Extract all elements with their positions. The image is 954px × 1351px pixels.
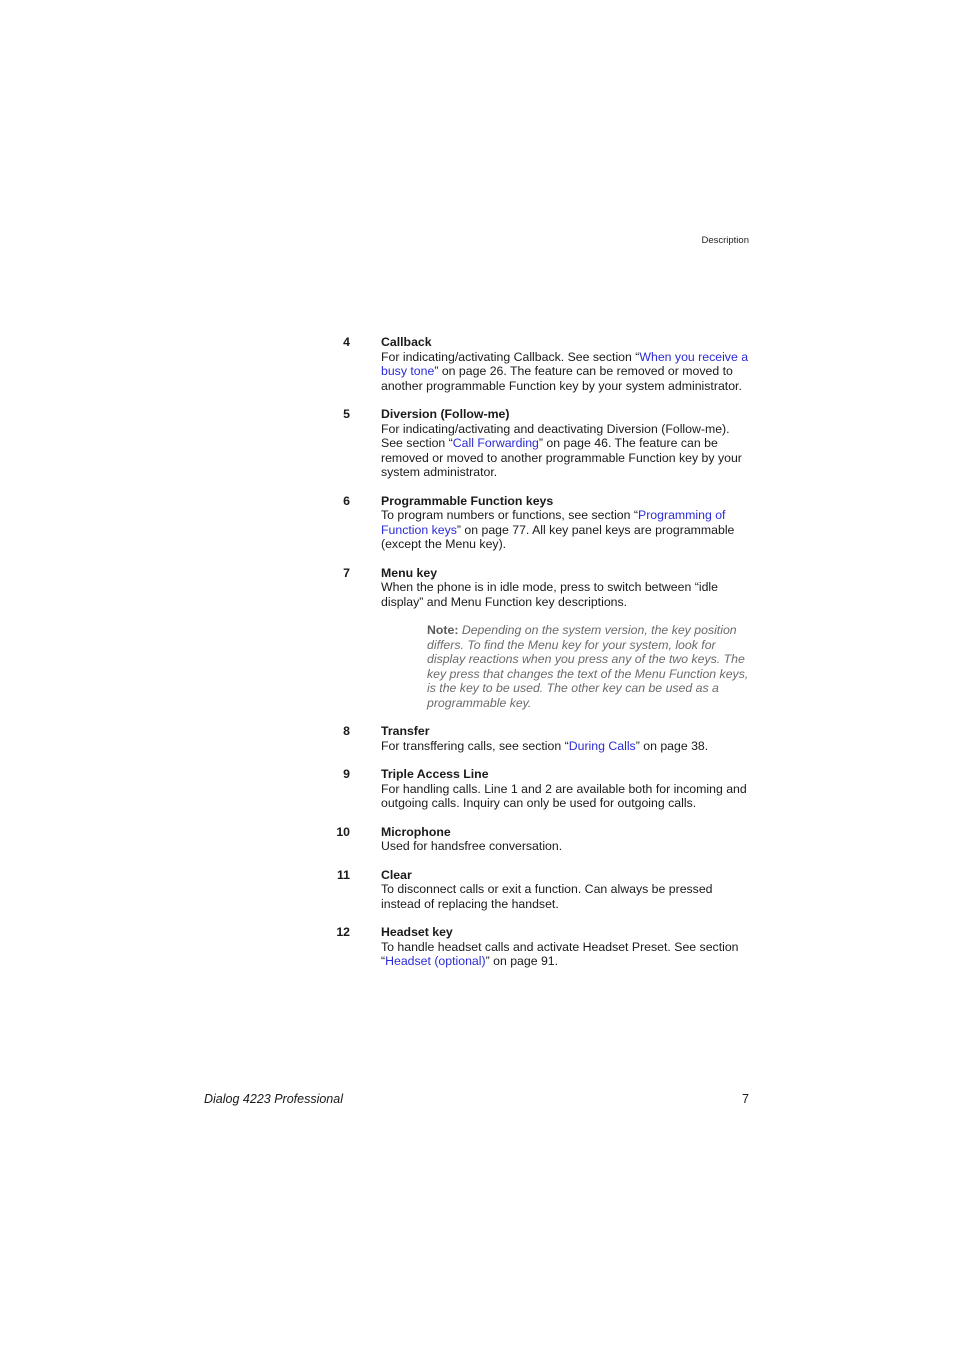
item-description: When the phone is in idle mode, press to switch between “idle display” and Menu Function key descriptions.: [381, 580, 718, 609]
list-item-diversion: [0, 407, 954, 480]
item-description: Used for handsfree conversation.: [381, 839, 563, 853]
item-title: Callback: [381, 335, 432, 349]
item-number: 6: [343, 493, 350, 508]
item-number: 4: [343, 335, 350, 349]
item-number: 10: [336, 824, 350, 839]
list-item-microphone: [0, 825, 954, 854]
note-text: Depending on the system version, the key position differs. To find the Menu key for your system, look for display reactions when you press any of the two keys. The key press that changes the text of the Menu Function keys, is the key to be used. The other key can be used as a programmable key.: [427, 623, 749, 710]
item-description: For transffering calls, see section “During Calls” on page 38.: [381, 738, 709, 753]
cross-reference-link[interactable]: Programming of Function keys: [381, 508, 726, 537]
cross-reference-link[interactable]: During Calls: [568, 738, 636, 753]
item-description: For indicating/activating and deactivating Diversion (Follow-me). See section “Call Forwarding” on page 46. The feature can be removed or moved to another programmable Function key by your system administrator.: [381, 421, 742, 479]
list-item-programmable-keys: [0, 494, 954, 552]
item-number: 8: [343, 724, 350, 738]
item-number: 11: [337, 867, 350, 882]
item-title: Clear: [381, 867, 412, 882]
item-number: 7: [343, 565, 350, 580]
item-title: Microphone: [381, 824, 451, 839]
list-item-clear: [0, 868, 954, 912]
list-item-menu-key: [0, 566, 954, 711]
list-item-headset-key: [0, 925, 954, 969]
list-item-triple-access-line: [0, 767, 954, 811]
list-item-callback: [0, 335, 954, 393]
item-description: To disconnect calls or exit a function. Can always be pressed instead of replacing the handset.: [381, 882, 713, 911]
item-title: Triple Access Line: [381, 767, 489, 781]
item-number: 12: [336, 925, 350, 939]
item-title: Transfer: [381, 724, 430, 738]
note-box: [427, 623, 753, 710]
item-description: For handling calls. Line 1 and 2 are available both for incoming and outgoing calls. Inquiry can only be used for outgoing calls.: [381, 781, 747, 810]
item-description: To handle headset calls and activate Headset Preset. See section “Headset (optional)” on page 91.: [381, 939, 739, 968]
list-item-transfer: [0, 724, 954, 753]
cross-reference-link[interactable]: Headset (optional): [385, 954, 486, 968]
note-label: Note:: [427, 623, 459, 637]
item-title: Programmable Function keys: [381, 493, 554, 508]
item-description: For indicating/activating Callback. See section “When you receive a busy tone” on page 26. The feature can be removed or moved to another programmable Function key by your system administrator.: [381, 349, 749, 393]
key-description-list: [0, 335, 954, 983]
item-number: 9: [343, 767, 350, 781]
footer-product-name: Dialog 4223 Professional: [204, 1092, 343, 1106]
item-description: To program numbers or functions, see section “Programming of Function keys” on page 77. All key panel keys are programmable (except the Menu key).: [381, 508, 735, 551]
item-title: Menu key: [381, 565, 438, 580]
cross-reference-link[interactable]: When you receive a busy tone: [381, 349, 749, 378]
item-title: Diversion (Follow-me): [381, 407, 510, 421]
item-title: Headset key: [381, 925, 453, 939]
item-number: 5: [343, 407, 350, 421]
page-number: 7: [742, 1092, 749, 1106]
cross-reference-link[interactable]: Call Forwarding: [452, 436, 539, 450]
running-header: Description: [701, 235, 749, 246]
